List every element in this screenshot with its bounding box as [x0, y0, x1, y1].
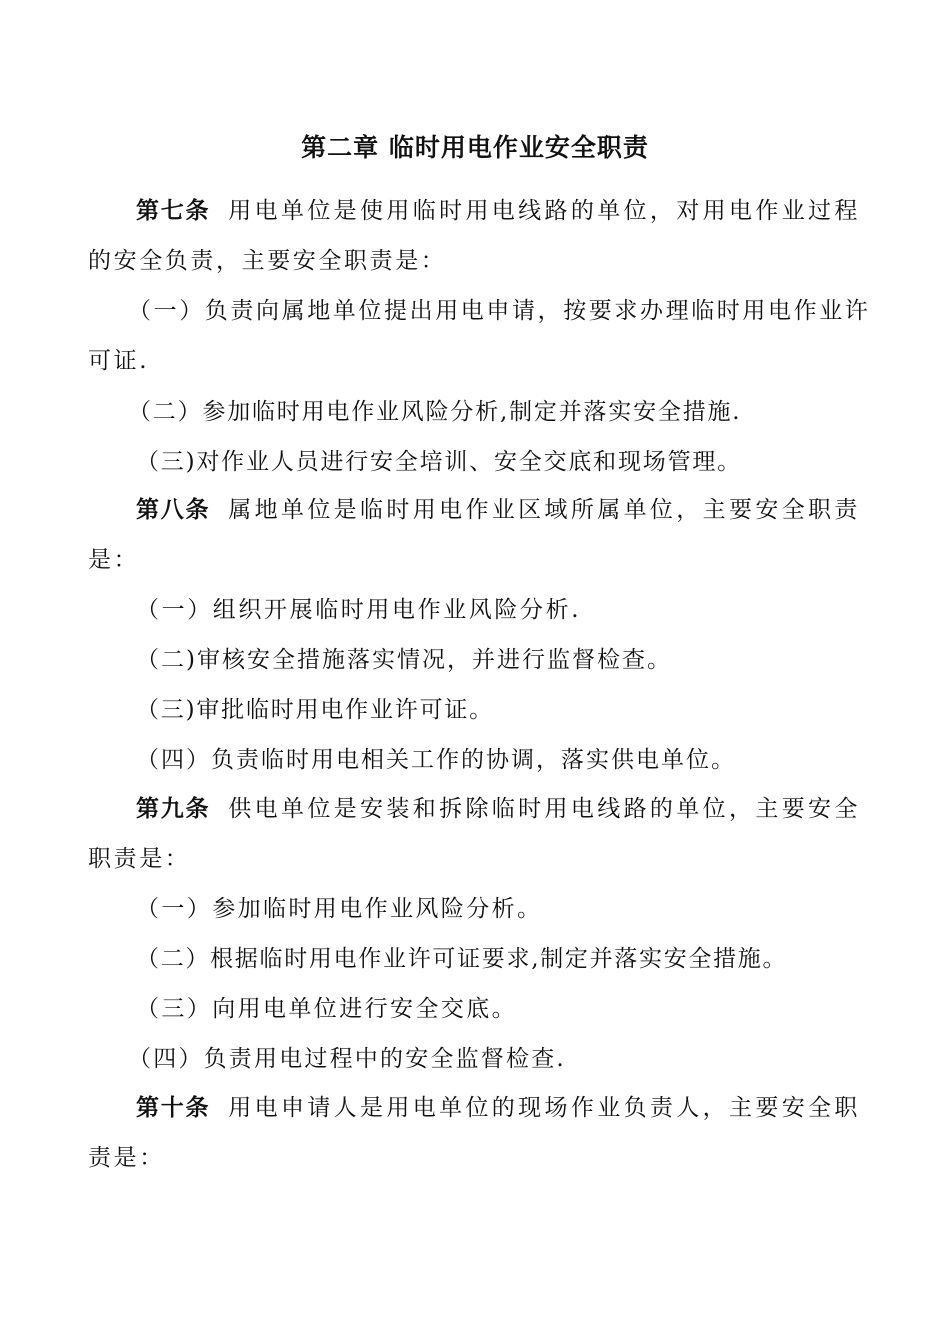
article-label: 第十条 [136, 1094, 211, 1121]
article-8-item-2: （二)审核安全措施落实情况，并进行监督检查。 [136, 647, 672, 673]
article-10-line-2: 责是： [88, 1145, 165, 1171]
article-7-line-2: 的安全负责，主要安全职责是： [88, 248, 447, 274]
chapter-title: 第二章 临时用电作业安全职责 [301, 133, 649, 162]
article-7-item-3: （三)对作业人员进行安全培训、安全交底和现场管理。 [136, 449, 742, 475]
article-label: 第八条 [136, 496, 211, 523]
article-8-item-3: （三)审批临时用电作业许可证。 [136, 697, 494, 723]
line-text: 用电申请人是用电单位的现场作业负责人，主要安全职 [228, 1095, 860, 1121]
article-7-item-2: （二）参加临时用电作业风险分析,制定并落实安全措施. [128, 399, 742, 425]
article-8-item-4: （四）负责临时用电相关工作的协调，落实供电单位。 [136, 747, 736, 773]
line-text: 用电单位是使用临时用电线路的单位，对用电作业过程 [228, 198, 860, 224]
article-8-line-1 [136, 493, 860, 527]
article-9-line-2: 职责是： [88, 846, 191, 872]
article-9-item-4: （四）负责用电过程中的安全监督检查. [128, 1046, 566, 1072]
article-9-item-1: （一）参加临时用电作业风险分析。 [136, 896, 543, 922]
article-8-item-1: （一）组织开展临时用电作业风险分析. [136, 597, 582, 623]
article-10-line-1 [136, 1091, 860, 1125]
article-7-item-1-cont: 可证. [88, 348, 150, 374]
article-9-item-3: （三）向用电单位进行安全交底。 [136, 996, 517, 1022]
article-7-item-1: （一）负责向属地单位提出用电申请，按要求办理临时用电作业许 [128, 298, 871, 324]
article-9-line-1 [136, 792, 860, 826]
article-label: 第七条 [136, 197, 211, 224]
article-9-item-2: （二）根据临时用电作业许可证要求,制定并落实安全措施。 [136, 946, 788, 972]
article-7-line-1 [136, 194, 860, 228]
line-text: 供电单位是安装和拆除临时用电线路的单位，主要安全 [228, 796, 860, 822]
line-text: 属地单位是临时用电作业区域所属单位，主要安全职责 [228, 497, 860, 523]
article-label: 第九条 [136, 795, 211, 822]
article-8-line-2: 是： [88, 547, 140, 573]
